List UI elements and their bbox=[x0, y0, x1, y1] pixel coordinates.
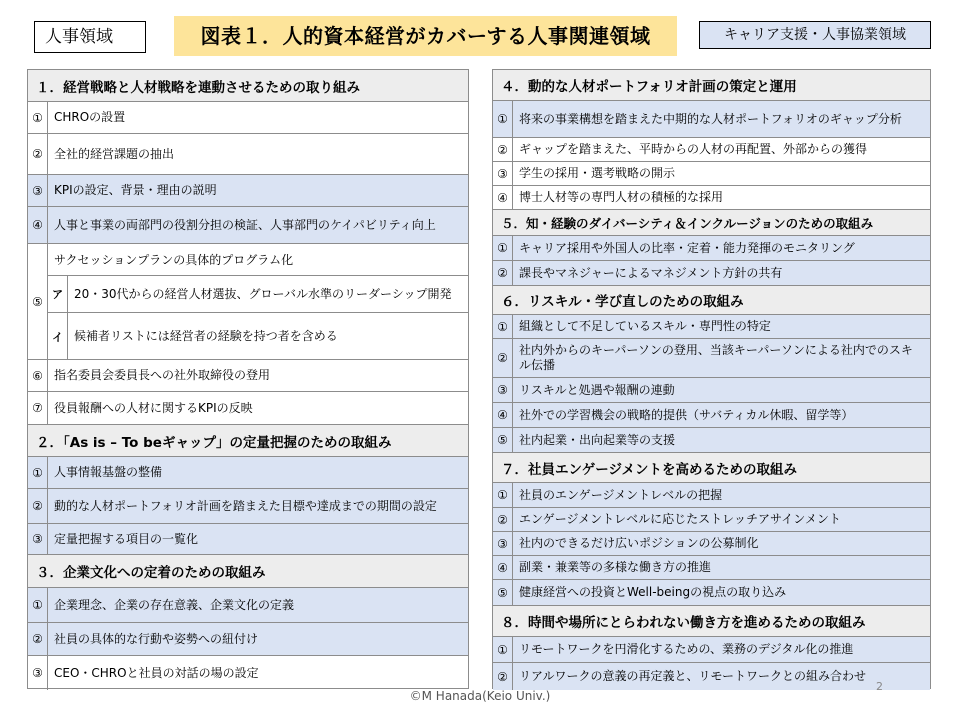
s3-item-2 bbox=[28, 623, 468, 656]
item-number: ② bbox=[493, 138, 513, 161]
item-text: KPIの設定、背景・理由の説明 bbox=[54, 183, 217, 197]
section-6-header: ６．リスキル・学び直しのための取組み bbox=[493, 286, 930, 315]
item-number: ① bbox=[28, 102, 48, 133]
item-text: 博士人材等の専門人材の積極的な採用 bbox=[519, 190, 724, 204]
item-number: ① bbox=[28, 457, 48, 488]
s2-item-2 bbox=[28, 489, 468, 524]
item-text: 社内起業・出向起業等の支援 bbox=[519, 432, 676, 447]
item-text: 将来の事業構想を踏まえた中期的な人材ポートフォリオのギャップ分析 bbox=[519, 111, 902, 126]
item-text: 指名委員会委員長への社外取締役の登用 bbox=[54, 368, 271, 382]
s1-item-4 bbox=[28, 207, 468, 244]
item-text: 健康経営への投資とWell-beingの視点の取り込み bbox=[519, 585, 787, 599]
s1-item-3 bbox=[28, 175, 468, 207]
item-number: ③ bbox=[28, 524, 48, 554]
sub-item-i bbox=[48, 313, 468, 360]
item-number: ② bbox=[493, 261, 513, 285]
item-number: ⑤ bbox=[493, 580, 513, 605]
item-text: 動的な人材ポートフォリオ計画を踏まえた目標や達成までの期間の設定 bbox=[54, 498, 437, 513]
s3-item-3 bbox=[28, 656, 468, 690]
s6-item-3 bbox=[493, 378, 930, 403]
item-text: エンゲージメントレベルに応じたストレッチアサインメント bbox=[519, 512, 841, 526]
s4-item-4 bbox=[493, 186, 930, 210]
sub-item-text: 候補者リストには経営者の経験を持つ者を含める bbox=[74, 329, 338, 343]
item-number: ⑤ bbox=[493, 428, 513, 452]
item-text: 社外での学習機会の戦略的提供（サバティカル休暇、留学等） bbox=[519, 407, 854, 422]
item-text: 社内のできるだけ広いポジションの公募制化 bbox=[519, 536, 759, 550]
item-text: CEO・CHROと社員の対話の場の設定 bbox=[54, 665, 259, 680]
sub-item-a bbox=[48, 276, 468, 313]
section-5-header: ５．知・経験のダイバーシティ＆インクルージョンのための取組み bbox=[493, 210, 930, 236]
s7-item-3 bbox=[493, 532, 930, 556]
s6-item-5 bbox=[493, 428, 930, 453]
item-text: 課長やマネジャーによるマネジメント方針の共有 bbox=[519, 265, 783, 280]
item-text: リスキルと処遇や報酬の連動 bbox=[519, 382, 675, 397]
item-number: ④ bbox=[493, 403, 513, 427]
section-8-header: ８．時間や場所にとらわれない働き方を進めるための取組み bbox=[493, 606, 930, 637]
item-number: ② bbox=[28, 623, 48, 655]
item-text: 社内外からのキーパーソンの登用、当該キーパーソンによる社内でのスキル伝播 bbox=[519, 343, 913, 372]
s1-item-1 bbox=[28, 102, 468, 134]
s3-item-1 bbox=[28, 588, 468, 623]
item-text: リモートワークを円滑化するための、業務のデジタル化の推進 bbox=[519, 642, 854, 656]
section-4-header: ４．動的な人材ポートフォリオ計画の策定と運用 bbox=[493, 70, 930, 101]
s8-item-1 bbox=[493, 637, 930, 663]
item-number: ③ bbox=[493, 378, 513, 402]
section-3-header: ３．企業文化への定着のための取組み bbox=[28, 555, 468, 588]
s2-item-3 bbox=[28, 524, 468, 555]
item-text: サクセッションプランの具体的プログラム化 bbox=[54, 253, 294, 267]
item-text: リアルワークの意義の再定義と、リモートワークとの組み合わせ bbox=[519, 669, 867, 683]
s6-item-4 bbox=[493, 403, 930, 428]
s7-item-1 bbox=[493, 483, 930, 508]
item-text: 組織として不足しているスキル・専門性の特定 bbox=[519, 319, 771, 333]
hr-domain-column bbox=[27, 69, 469, 689]
s1-item-6 bbox=[28, 360, 468, 392]
item-number: ① bbox=[493, 483, 513, 507]
s1-item-5 bbox=[28, 244, 468, 360]
s7-item-2 bbox=[493, 508, 930, 532]
item-number: ① bbox=[493, 236, 513, 260]
s5-item-1 bbox=[493, 236, 930, 261]
item-number: ① bbox=[493, 637, 513, 662]
item-text: 全社的経営課題の抽出 bbox=[54, 146, 175, 161]
item-text: CHROの設置 bbox=[54, 110, 126, 124]
item-text: 社員のエンゲージメントレベルの把握 bbox=[519, 487, 723, 502]
item-number: ② bbox=[493, 339, 513, 377]
item-text: ギャップを踏まえた、平時からの人材の再配置、外部からの獲得 bbox=[519, 142, 868, 156]
item-number: ② bbox=[493, 663, 513, 690]
s4-item-1 bbox=[493, 101, 930, 138]
item-number: ② bbox=[28, 489, 48, 523]
item-text: 企業理念、企業の存在意義、企業文化の定義 bbox=[54, 597, 295, 612]
s1-item-2 bbox=[28, 134, 468, 175]
section-1-header: １．経営戦略と人材戦略を連動させるための取り組み bbox=[28, 70, 468, 102]
item-number: ① bbox=[28, 588, 48, 622]
section-2-header: ２．「As is – To beギャップ」の定量把握のための取組み bbox=[28, 425, 468, 457]
item-text: 社員の具体的な行動や姿勢への紐付け bbox=[54, 631, 259, 646]
s6-item-2 bbox=[493, 339, 930, 378]
item-number: ③ bbox=[28, 175, 48, 206]
item-number: ③ bbox=[493, 162, 513, 185]
sub-item-text: 20・30代からの経営人材選抜、グローバル水準のリーダーシップ開発 bbox=[74, 286, 452, 301]
item-text: 人事情報基盤の整備 bbox=[54, 465, 163, 479]
item-text: 副業・兼業等の多様な働き方の推進 bbox=[519, 560, 712, 574]
item-text: 役員報酬への人材に関するKPIの反映 bbox=[54, 400, 253, 415]
sub-item-mark: イ bbox=[48, 313, 68, 360]
copyright-footer: ©M Hanada(Keio Univ.) bbox=[409, 689, 551, 703]
item-number: ⑥ bbox=[28, 360, 48, 391]
succession-plan-block bbox=[48, 244, 468, 359]
item-number: ② bbox=[28, 134, 48, 174]
item-number: ③ bbox=[28, 656, 48, 690]
s2-item-1 bbox=[28, 457, 468, 489]
item-number: ⑦ bbox=[28, 392, 48, 424]
s8-item-2 bbox=[493, 663, 930, 690]
page-title: 図表１．人的資本経営がカバーする人事関連領域 bbox=[174, 16, 677, 56]
section-7-header: ７．社員エンゲージメントを高めるための取組み bbox=[493, 453, 930, 483]
s5-item-2 bbox=[493, 261, 930, 286]
item-text: 人事と事業の両部門の役割分担の検証、人事部門のケイパビリティ向上 bbox=[54, 217, 436, 232]
career-support-tag: キャリア支援・人事協業領域 bbox=[699, 21, 931, 49]
item-number: ③ bbox=[493, 532, 513, 555]
career-support-column bbox=[492, 69, 931, 689]
sub-item-mark: ア bbox=[48, 276, 68, 312]
s6-item-1 bbox=[493, 315, 930, 339]
page-number: 2 bbox=[876, 680, 883, 693]
s4-item-2 bbox=[493, 138, 930, 162]
item-number: ④ bbox=[493, 556, 513, 579]
item-number: ① bbox=[493, 101, 513, 137]
hr-domain-tag: 人事領域 bbox=[34, 21, 146, 53]
item-number: ④ bbox=[28, 207, 48, 243]
item-text: キャリア採用や外国人の比率・定着・能力発揮のモニタリング bbox=[519, 240, 855, 255]
s7-item-4 bbox=[493, 556, 930, 580]
item-number: ④ bbox=[493, 186, 513, 209]
s4-item-3 bbox=[493, 162, 930, 186]
item-number: ⑤ bbox=[28, 244, 48, 359]
item-text: 学生の採用・選考戦略の開示 bbox=[519, 166, 676, 180]
item-text: 定量把握する項目の一覧化 bbox=[54, 531, 199, 546]
item-number: ① bbox=[493, 315, 513, 338]
s1-item-7 bbox=[28, 392, 468, 425]
s7-item-5 bbox=[493, 580, 930, 606]
succession-plan-row bbox=[48, 244, 468, 276]
item-number: ② bbox=[493, 508, 513, 531]
